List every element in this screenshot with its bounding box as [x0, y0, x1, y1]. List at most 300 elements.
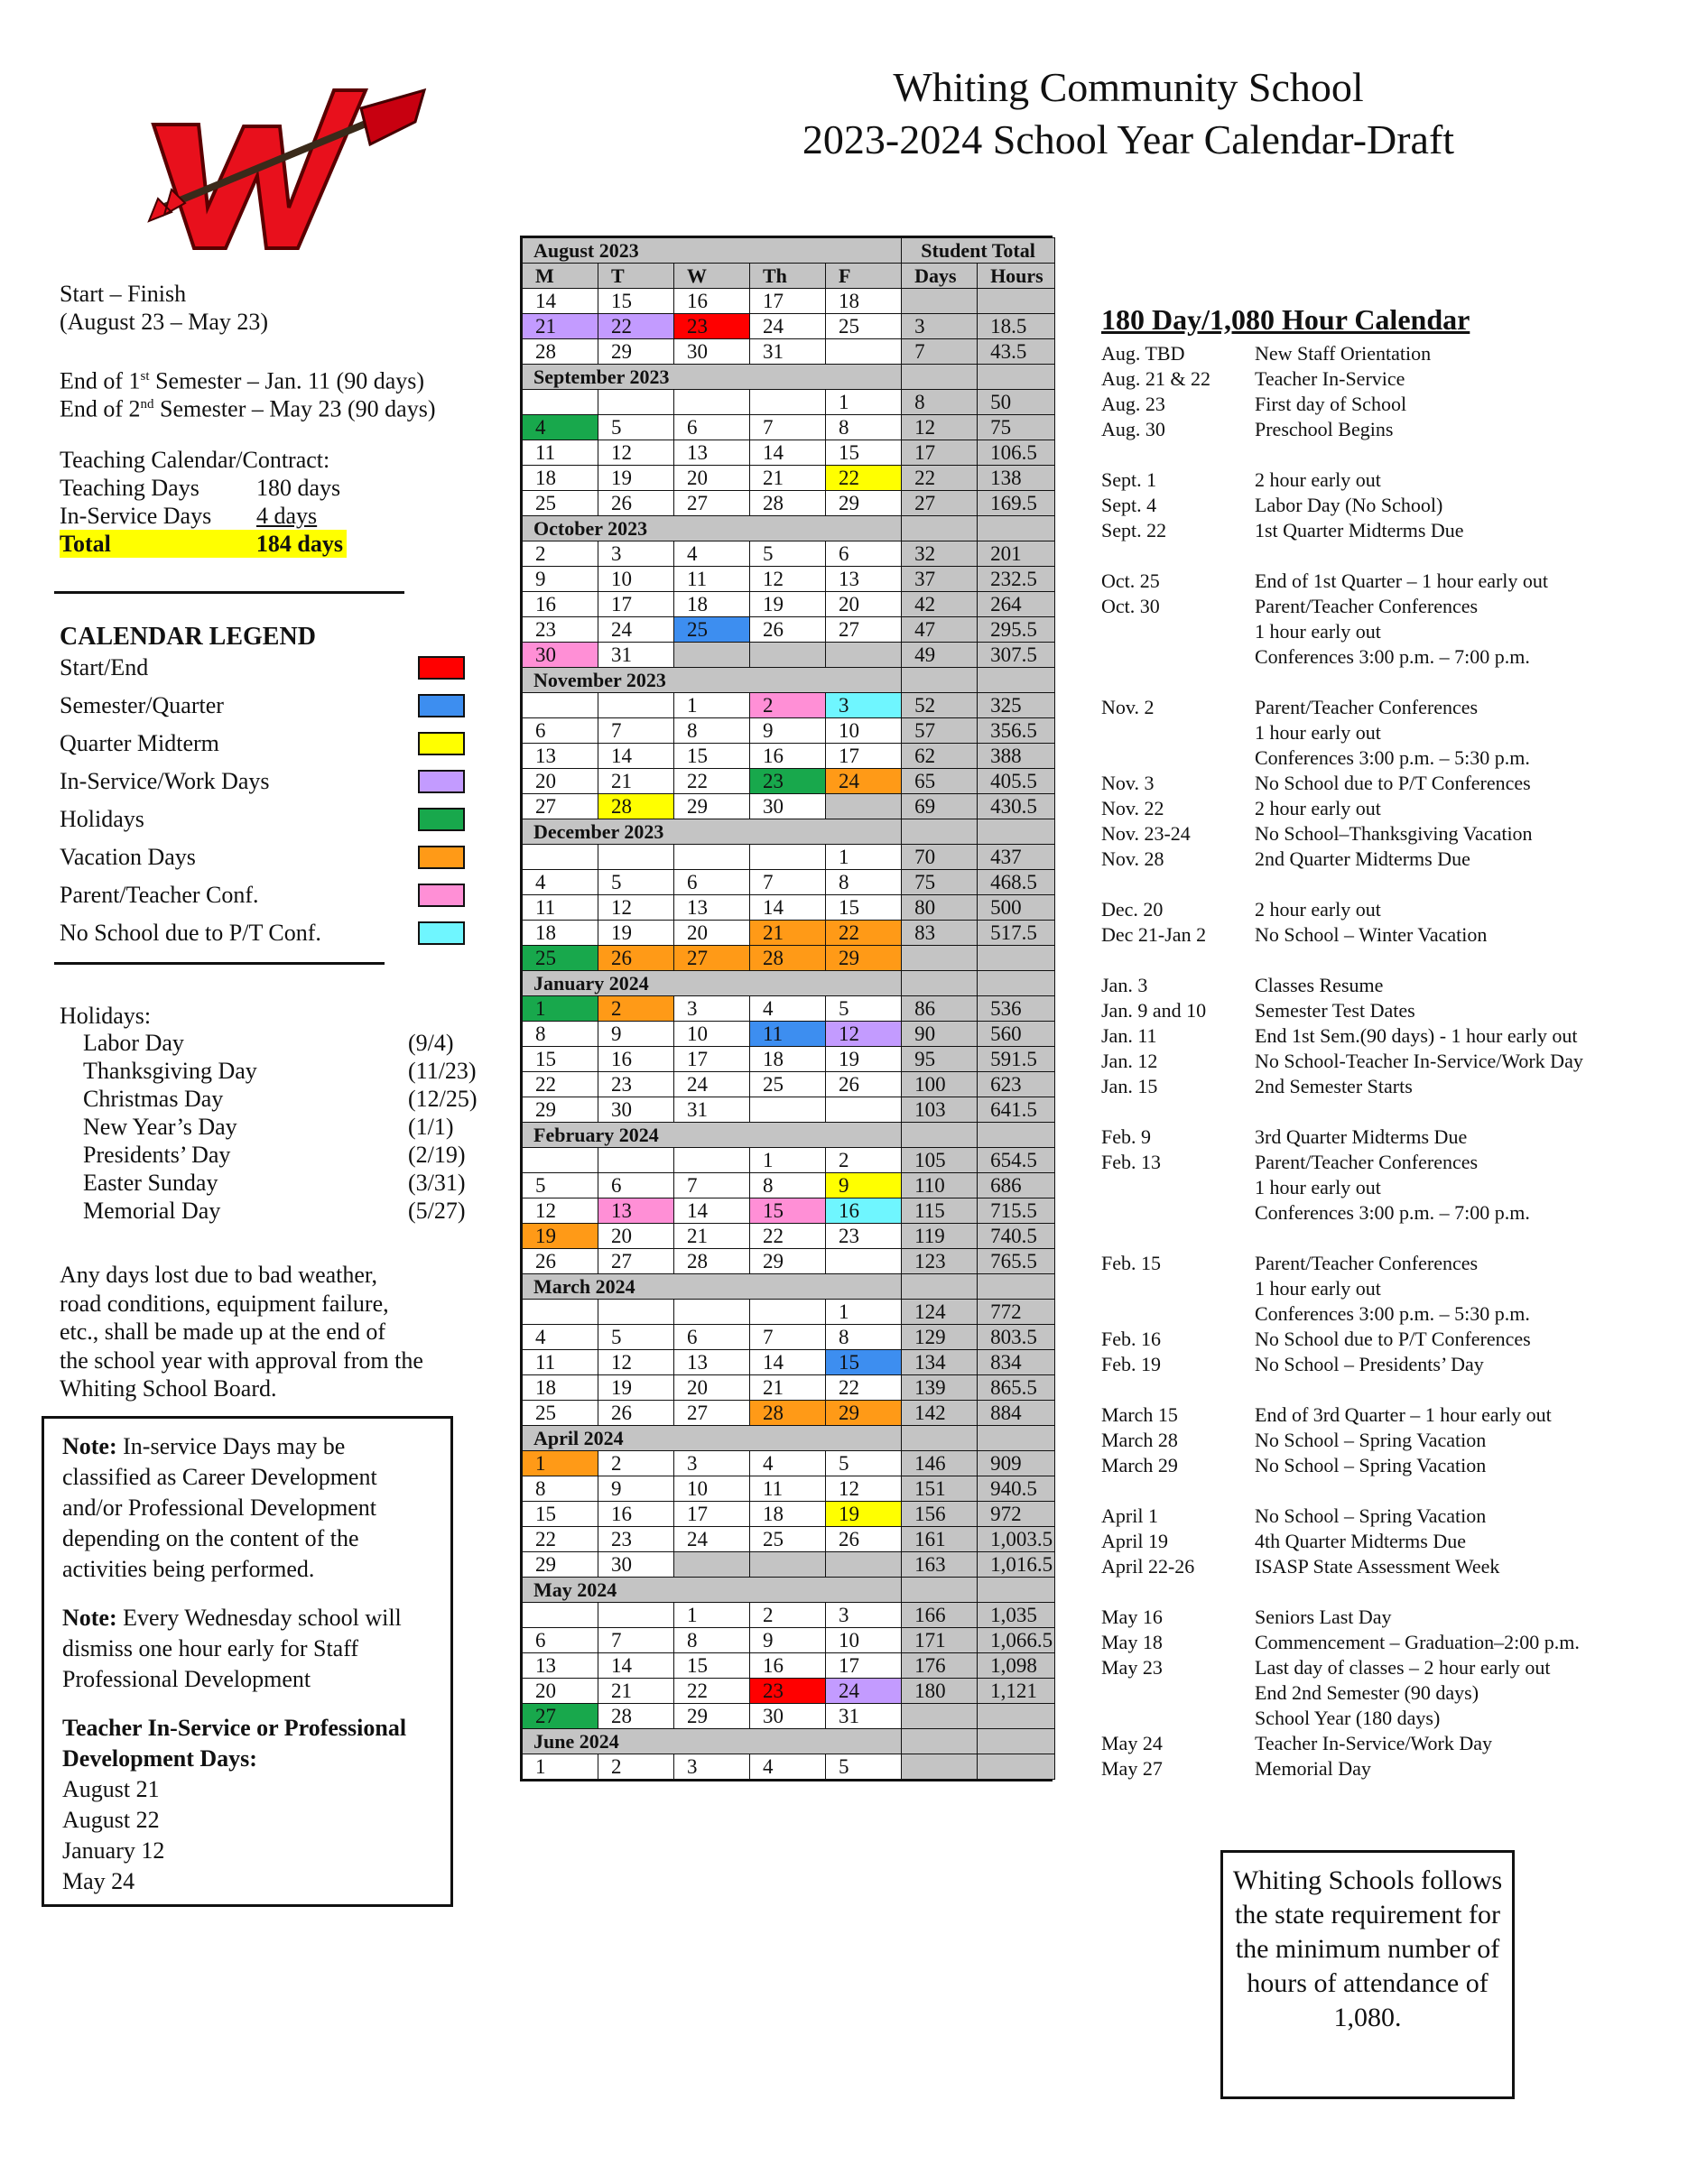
schedule-event: No School – Winter Vacation [1255, 923, 1488, 946]
day-cell: 22 [674, 1679, 750, 1704]
day-cell: 21 [598, 769, 674, 794]
schedule-date: Nov. 22 [1101, 797, 1164, 819]
schedule-event: 1 hour early out [1255, 721, 1381, 744]
day-cell: 29 [750, 1249, 826, 1274]
day-cell: 5 [523, 1173, 598, 1198]
schedule-event: Conferences 3:00 p.m. – 5:30 p.m. [1255, 1302, 1530, 1325]
schedule-event: Semester Test Dates [1255, 999, 1415, 1022]
day-cell: 26 [598, 1401, 674, 1426]
legend-swatch [418, 921, 465, 945]
week-row [523, 1022, 1055, 1047]
schedule-row [1101, 1529, 1643, 1554]
month-header-row [523, 238, 1055, 264]
week-row [523, 1653, 1055, 1679]
day-cell: 21 [674, 1224, 750, 1249]
day-cell: 31 [826, 1704, 902, 1729]
schedule-event: Teacher In-Service [1255, 367, 1405, 390]
day-cell: 9 [826, 1173, 902, 1198]
hours-total: 405.5 [978, 769, 1055, 794]
schedule-date: Nov. 23-24 [1101, 822, 1191, 845]
schedule-date: Aug. TBD [1101, 342, 1185, 365]
day-cell: 7 [750, 870, 826, 895]
days-total: 151 [902, 1476, 978, 1502]
schedule-event: Seniors Last Day [1255, 1606, 1392, 1628]
legend-swatch [418, 808, 465, 831]
hours-total: 437 [978, 845, 1055, 870]
day-cell: 25 [750, 1527, 826, 1552]
day-cell: 29 [826, 946, 902, 971]
day-cell: 18 [523, 921, 598, 946]
schedule-row [1101, 998, 1643, 1023]
weather-note-line: Whiting School Board. [60, 1375, 277, 1402]
schedule-event: Conferences 3:00 p.m. – 7:00 p.m. [1255, 1201, 1530, 1224]
schedule-row [1101, 720, 1643, 745]
pd-days-list [62, 1774, 432, 1897]
day-cell: 8 [826, 415, 902, 440]
start-finish-label: Start – Finish [60, 281, 187, 307]
schedule-date: Jan. 15 [1101, 1075, 1158, 1097]
day-cell: 18 [523, 1375, 598, 1401]
weather-note-line: the school year with approval from the [60, 1346, 423, 1374]
day-cell: 26 [598, 491, 674, 516]
blank-cell [902, 365, 978, 390]
hours-total: 18.5 [978, 314, 1055, 339]
day-cell: 27 [598, 1249, 674, 1274]
days-total: 156 [902, 1502, 978, 1527]
day-cell: 25 [523, 1401, 598, 1426]
schedule-row [1101, 1680, 1643, 1706]
day-cell: 9 [598, 1022, 674, 1047]
column-header: T [598, 264, 674, 289]
blank-cell [902, 1274, 978, 1300]
legend-item [60, 692, 466, 730]
day-cell: 16 [598, 1502, 674, 1527]
day-cell: 7 [598, 718, 674, 744]
schedule-row [1101, 1200, 1643, 1226]
day-cell: 2 [750, 1603, 826, 1628]
schedule-event: 2 hour early out [1255, 797, 1381, 819]
month-name: June 2024 [523, 1729, 902, 1754]
schedule-event: Conferences 3:00 p.m. – 7:00 p.m. [1255, 645, 1530, 668]
week-row [523, 1628, 1055, 1653]
day-cell: 7 [674, 1173, 750, 1198]
week-row [523, 592, 1055, 617]
day-cell: 2 [598, 1754, 674, 1780]
day-cell: 6 [523, 1628, 598, 1653]
day-cell: 20 [523, 769, 598, 794]
schedule-event: No School – Spring Vacation [1255, 1429, 1487, 1451]
day-cell: 31 [674, 1097, 750, 1123]
day-cell: 26 [750, 617, 826, 643]
day-cell: 24 [750, 314, 826, 339]
day-cell: 18 [750, 1047, 826, 1072]
legend-swatch [418, 884, 465, 907]
days-total: 42 [902, 592, 978, 617]
day-cell: 21 [598, 1679, 674, 1704]
holiday-row [83, 1142, 471, 1170]
hours-total: 1,121 [978, 1679, 1055, 1704]
schedule-row [1101, 1251, 1643, 1276]
schedule-event: End of 3rd Quarter – 1 hour early out [1255, 1403, 1552, 1426]
legend-label: Vacation Days [60, 844, 196, 870]
month-header-row [523, 1426, 1055, 1451]
schedule-row [1101, 619, 1643, 644]
day-cell: 3 [826, 693, 902, 718]
holiday-row [83, 1058, 477, 1086]
day-cell: 28 [523, 339, 598, 365]
day-cell [598, 845, 674, 870]
month-header-row [523, 1729, 1055, 1754]
day-cell: 5 [598, 415, 674, 440]
divider-top [54, 591, 404, 594]
day-cell [674, 845, 750, 870]
day-cell: 13 [598, 1198, 674, 1224]
days-total: 8 [902, 390, 978, 415]
inservice-days-label: In-Service Days [60, 503, 212, 529]
day-cell: 6 [674, 1325, 750, 1350]
schedule-row [1101, 1554, 1643, 1579]
day-cell: 16 [750, 1653, 826, 1679]
holiday-name: New Year’s Day [83, 1114, 237, 1140]
day-cell: 11 [750, 1476, 826, 1502]
days-total: 83 [902, 921, 978, 946]
month-name: October 2023 [523, 516, 902, 541]
days-total: 124 [902, 1300, 978, 1325]
hours-total: 715.5 [978, 1198, 1055, 1224]
calendar-grid [520, 236, 1053, 1781]
schedule-row [1101, 1504, 1643, 1529]
week-row [523, 1148, 1055, 1173]
second-semester-end: End of 2nd Semester – May 23 (90 days) [60, 395, 436, 422]
hours-total: 295.5 [978, 617, 1055, 643]
hours-total: 1,003.5 [978, 1527, 1055, 1552]
legend-swatch [418, 732, 465, 755]
weather-note-line: Any days lost due to bad weather, [60, 1262, 378, 1288]
holiday-name: Thanksgiving Day [83, 1058, 257, 1084]
day-cell: 15 [826, 440, 902, 466]
day-cell: 17 [750, 289, 826, 314]
hours-total: 865.5 [978, 1375, 1055, 1401]
blank-cell [978, 1274, 1055, 1300]
day-cell: 27 [674, 491, 750, 516]
day-cell: 27 [826, 617, 902, 643]
days-total: 7 [902, 339, 978, 365]
day-cell [674, 1552, 750, 1578]
day-cell [523, 390, 598, 415]
day-cell: 19 [750, 592, 826, 617]
day-cell: 21 [523, 314, 598, 339]
hours-total: 517.5 [978, 921, 1055, 946]
day-cell: 12 [598, 440, 674, 466]
schedule-row [1101, 1150, 1643, 1175]
schedule-event: First day of School [1255, 393, 1407, 415]
week-row [523, 794, 1055, 819]
days-total: 49 [902, 643, 978, 668]
blank-cell [902, 516, 978, 541]
days-total: 176 [902, 1653, 978, 1679]
schedule-date: Nov. 28 [1101, 847, 1164, 870]
schedule-date: Feb. 16 [1101, 1328, 1161, 1350]
day-cell [598, 390, 674, 415]
schedule-date: Feb. 9 [1101, 1125, 1151, 1148]
day-cell: 11 [674, 567, 750, 592]
day-cell: 4 [750, 996, 826, 1022]
day-cell: 24 [826, 1679, 902, 1704]
month-header-row [523, 668, 1055, 693]
hours-total: 43.5 [978, 339, 1055, 365]
days-total: 180 [902, 1679, 978, 1704]
hours-total: 232.5 [978, 567, 1055, 592]
week-row [523, 1754, 1055, 1780]
schedule-event: No School–Thanksgiving Vacation [1255, 822, 1533, 845]
schedule-row [1101, 1655, 1643, 1680]
day-cell: 22 [523, 1527, 598, 1552]
month-name: December 2023 [523, 819, 902, 845]
day-cell: 2 [750, 693, 826, 718]
days-total: 62 [902, 744, 978, 769]
holiday-date: (5/27) [408, 1198, 466, 1224]
day-cell: 1 [826, 390, 902, 415]
hours-total: 623 [978, 1072, 1055, 1097]
schedule-date: March 29 [1101, 1454, 1178, 1476]
schedule-event: Classes Resume [1255, 974, 1384, 996]
hours-total [978, 289, 1055, 314]
days-total: 90 [902, 1022, 978, 1047]
note-inservice: Note: In-service Days may be classified as Career Development and/or Professional Development depending on the content of the activities being performed. [62, 1433, 377, 1582]
legend-swatch [418, 656, 465, 680]
logo-arrowhead [361, 90, 424, 144]
day-cell: 23 [523, 617, 598, 643]
schedule-row [1101, 922, 1643, 948]
schedule-event: Parent/Teacher Conferences [1255, 1151, 1479, 1173]
day-cell: 9 [750, 718, 826, 744]
schedule-date: Dec 21-Jan 2 [1101, 923, 1207, 946]
schedule-event: 1 hour early out [1255, 620, 1381, 643]
week-row [523, 921, 1055, 946]
week-row [523, 1704, 1055, 1729]
divider-bottom [54, 962, 385, 965]
days-total: 57 [902, 718, 978, 744]
week-row [523, 491, 1055, 516]
day-cell: 15 [826, 1350, 902, 1375]
days-total: 103 [902, 1097, 978, 1123]
hours-total: 264 [978, 592, 1055, 617]
schedule-row [1101, 1049, 1643, 1074]
blank-cell [978, 1729, 1055, 1754]
schedule-date: March 28 [1101, 1429, 1178, 1451]
week-row [523, 1173, 1055, 1198]
day-cell: 10 [674, 1476, 750, 1502]
hours-total: 1,066.5 [978, 1628, 1055, 1653]
day-cell: 14 [750, 895, 826, 921]
schedule-row [1101, 1352, 1643, 1377]
month-name: May 2024 [523, 1578, 902, 1603]
day-cell: 24 [826, 769, 902, 794]
day-cell: 17 [674, 1502, 750, 1527]
schedule-row [1101, 518, 1643, 543]
days-total: 146 [902, 1451, 978, 1476]
schedule-event: No School due to P/T Conferences [1255, 772, 1531, 794]
week-row [523, 895, 1055, 921]
week-row [523, 769, 1055, 794]
days-total: 3 [902, 314, 978, 339]
schedule-row [1101, 1124, 1643, 1150]
schedule-date: May 27 [1101, 1757, 1163, 1780]
schedule-date: Jan. 11 [1101, 1024, 1157, 1047]
legend-item [60, 654, 466, 692]
hours-total: 106.5 [978, 440, 1055, 466]
hours-total: 940.5 [978, 1476, 1055, 1502]
day-cell: 14 [674, 1198, 750, 1224]
day-cell: 10 [826, 718, 902, 744]
day-cell: 18 [826, 289, 902, 314]
days-total: 65 [902, 769, 978, 794]
day-cell [598, 1300, 674, 1325]
day-cell: 29 [826, 1401, 902, 1426]
week-row [523, 1249, 1055, 1274]
day-cell: 25 [826, 314, 902, 339]
schedule-row [1101, 1327, 1643, 1352]
holiday-date: (12/25) [408, 1086, 478, 1112]
days-total: 75 [902, 870, 978, 895]
day-cell: 23 [750, 1679, 826, 1704]
day-cell: 15 [750, 1198, 826, 1224]
hours-total: 75 [978, 415, 1055, 440]
note-wednesday: Note: Every Wednesday school will dismiss one hour early for Staff Professional Development [62, 1605, 402, 1692]
schedule-date: April 1 [1101, 1504, 1158, 1527]
schedule-row [1101, 1630, 1643, 1655]
day-cell: 1 [523, 1451, 598, 1476]
day-cell: 26 [826, 1072, 902, 1097]
column-header: Hours [978, 264, 1055, 289]
month-name: April 2024 [523, 1426, 902, 1451]
week-row [523, 1679, 1055, 1704]
day-cell [750, 845, 826, 870]
day-cell [826, 643, 902, 668]
schedule-row [1101, 493, 1643, 518]
schedule-event: Parent/Teacher Conferences [1255, 1252, 1479, 1274]
week-row [523, 1350, 1055, 1375]
day-cell: 13 [826, 567, 902, 592]
week-row [523, 390, 1055, 415]
inservice-days-value: 4 days [256, 503, 318, 529]
days-total: 142 [902, 1401, 978, 1426]
days-total: 115 [902, 1198, 978, 1224]
hours-total: 138 [978, 466, 1055, 491]
days-total: 70 [902, 845, 978, 870]
week-row [523, 415, 1055, 440]
day-cell: 1 [826, 1300, 902, 1325]
day-cell: 29 [826, 491, 902, 516]
schedule-event: 1st Quarter Midterms Due [1255, 519, 1464, 541]
schedule-row [1101, 1605, 1643, 1630]
day-cell: 23 [598, 1072, 674, 1097]
schedule-date: Oct. 25 [1101, 569, 1160, 592]
day-cell: 1 [826, 845, 902, 870]
hours-total: 1,035 [978, 1603, 1055, 1628]
schedule-date: Jan. 3 [1101, 974, 1148, 996]
days-total: 161 [902, 1527, 978, 1552]
week-row [523, 1603, 1055, 1628]
day-cell: 13 [523, 744, 598, 769]
days-total [902, 289, 978, 314]
day-cell: 28 [598, 1704, 674, 1729]
day-cell: 5 [598, 1325, 674, 1350]
schedule-date: Aug. 21 & 22 [1101, 367, 1210, 390]
total-label: Total [60, 531, 111, 557]
day-cell: 22 [523, 1072, 598, 1097]
schedule-date: May 18 [1101, 1631, 1163, 1653]
hours-total: 169.5 [978, 491, 1055, 516]
day-cell: 8 [826, 1325, 902, 1350]
day-cell: 5 [750, 541, 826, 567]
schedule-event: No School due to P/T Conferences [1255, 1328, 1531, 1350]
legend-swatch [418, 694, 465, 717]
hours-total: 803.5 [978, 1325, 1055, 1350]
day-cell: 10 [598, 567, 674, 592]
day-cell [523, 1148, 598, 1173]
day-cell: 20 [523, 1679, 598, 1704]
days-total: 80 [902, 895, 978, 921]
day-cell: 3 [674, 1754, 750, 1780]
schedule-event: No School – Presidents’ Day [1255, 1353, 1484, 1375]
day-cell [750, 1097, 826, 1123]
day-cell: 25 [674, 617, 750, 643]
total-days-row [60, 530, 347, 558]
schedule-date: Feb. 15 [1101, 1252, 1161, 1274]
schedule-row [1101, 392, 1643, 417]
holiday-name: Labor Day [83, 1030, 184, 1056]
schedule-row [1101, 1402, 1643, 1428]
day-cell [523, 1603, 598, 1628]
day-cell: 16 [523, 592, 598, 617]
week-row [523, 567, 1055, 592]
hours-total: 468.5 [978, 870, 1055, 895]
holiday-date: (2/19) [408, 1142, 466, 1168]
schedule-row [1101, 1428, 1643, 1453]
day-cell: 15 [674, 1653, 750, 1679]
hours-total: 591.5 [978, 1047, 1055, 1072]
schedule-row [1101, 1301, 1643, 1327]
day-cell: 3 [674, 1451, 750, 1476]
pd-days-title: Teacher In-Service or Professional Development Days: [62, 1715, 407, 1772]
schedule-row [1101, 594, 1643, 619]
legend-item [60, 768, 466, 806]
days-total [902, 1754, 978, 1780]
hours-total [978, 1704, 1055, 1729]
day-cell: 19 [598, 921, 674, 946]
blank-cell [902, 1426, 978, 1451]
holiday-date: (3/31) [408, 1170, 466, 1196]
day-cell: 30 [598, 1097, 674, 1123]
day-cell: 19 [826, 1502, 902, 1527]
hours-total: 307.5 [978, 643, 1055, 668]
day-cell: 25 [523, 946, 598, 971]
days-total [902, 946, 978, 971]
day-cell: 2 [598, 1451, 674, 1476]
days-total: 110 [902, 1173, 978, 1198]
hours-total: 356.5 [978, 718, 1055, 744]
hours-total: 909 [978, 1451, 1055, 1476]
days-total: 129 [902, 1325, 978, 1350]
day-cell: 30 [750, 1704, 826, 1729]
month-name: November 2023 [523, 668, 902, 693]
weather-note-line: etc., shall be made up at the end of [60, 1319, 385, 1345]
day-cell: 15 [523, 1502, 598, 1527]
schedule-event: 1 hour early out [1255, 1277, 1381, 1300]
days-total: 171 [902, 1628, 978, 1653]
day-cell: 14 [750, 1350, 826, 1375]
